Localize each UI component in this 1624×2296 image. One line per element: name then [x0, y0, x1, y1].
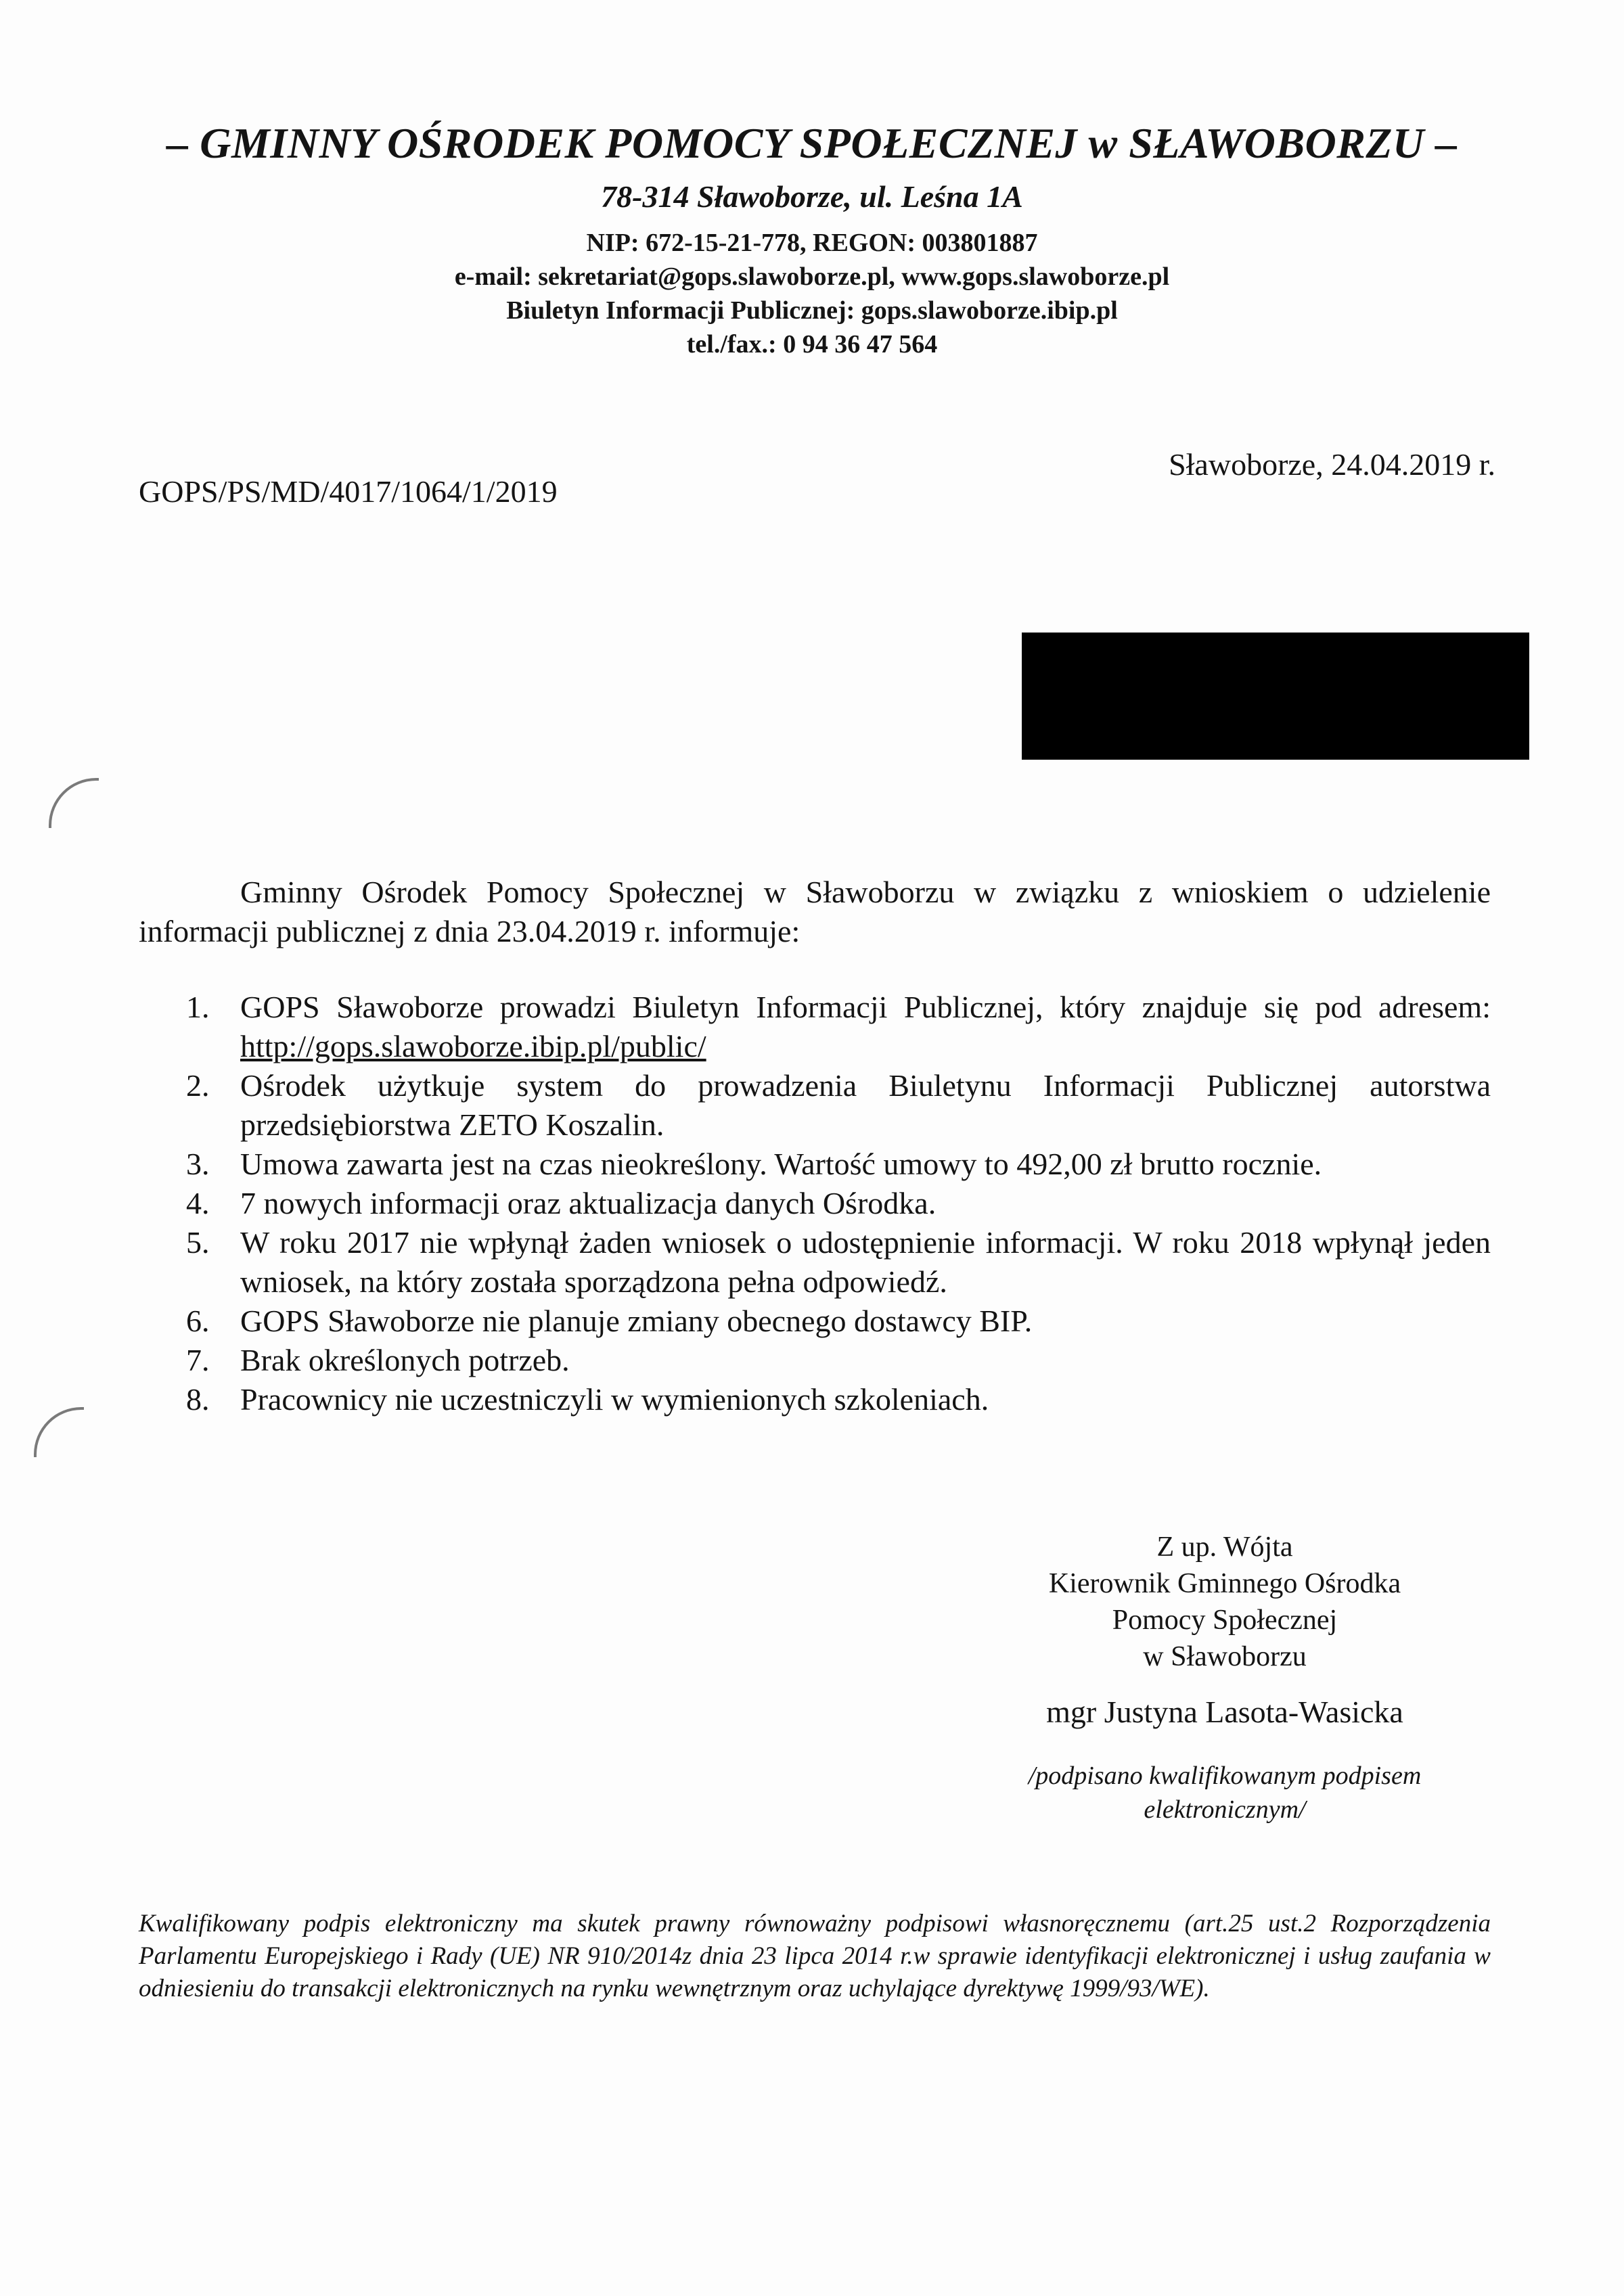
list-item-text: 7 nowych informacji oraz aktualizacja danych Ośrodka. — [240, 1186, 937, 1220]
list-item-number: 5. — [186, 1225, 210, 1260]
organization-address: 78-314 Sławoborze, ul. Leśna 1A — [601, 179, 1023, 214]
legal-footnote: Kwalifikowany podpis elektroniczny ma skutek prawny równoważny podpisowi własnoręcznemu (art.25 ust.2 Rozporządzenia Parlamentu Europejskiego i Rady (UE) NR 910/2014z dnia 23 lipca 2014 r.w sprawie identyfikacji elektronicznej i usług zaufania w odniesieniu do transakcji elektronicznych na rynku wewnętrznym oraz uchylające dyrektywę 1999/93/WE). — [139, 1910, 1491, 2002]
bip-address: Biuletyn Informacji Publicznej: gops.slawoborze.ibip.pl — [506, 296, 1118, 325]
list-item — [139, 1066, 1491, 1145]
list-item — [139, 1380, 1491, 1419]
list-item — [139, 988, 1491, 1066]
list-item-number: 2. — [186, 1068, 210, 1103]
list-item-number: 4. — [186, 1186, 210, 1220]
list-item — [139, 1223, 1491, 1302]
email-www: e-mail: sekretariat@gops.slawoborze.pl, www.gops.slawoborze.pl — [454, 262, 1170, 291]
list-item-text: Ośrodek użytkuje system do prowadzenia Biuletynu Informacji Publicznej autorstwa przedsiębiorstwa ZETO Koszalin. — [240, 1068, 1491, 1142]
signature-line: w Sławoborzu — [1143, 1641, 1307, 1672]
letterhead — [0, 115, 1624, 361]
list-item — [139, 1302, 1491, 1341]
list-item-number: 3. — [186, 1147, 210, 1181]
signature-line: Pomocy Społecznej — [1112, 1605, 1338, 1636]
signature-block — [947, 1529, 1502, 1730]
redacted-recipient-block — [1022, 633, 1529, 760]
list-item — [139, 1341, 1491, 1380]
list-item-number: 1. — [186, 990, 210, 1024]
list-item-number: 7. — [186, 1343, 210, 1377]
signature-line: Kierownik Gminnego Ośrodka — [1048, 1568, 1401, 1599]
list-item-number: 8. — [186, 1382, 210, 1417]
reference-number: GOPS/PS/MD/4017/1064/1/2019 — [139, 474, 558, 509]
list-item-text: W roku 2017 nie wpłynął żaden wniosek o udostępnienie informacji. W roku 2018 wpłynął jeden wniosek, na który została sporządzona pełna odpowiedź. — [240, 1225, 1491, 1299]
bip-link[interactable]: http://gops.slawoborze.ibip.pl/public/ — [240, 1029, 706, 1063]
list-item-text: GOPS Sławoborze nie planuje zmiany obecnego dostawcy BIP. — [240, 1304, 1033, 1338]
list-item-number: 6. — [186, 1304, 210, 1338]
signatory-name: mgr Justyna Lasota-Wasicka — [1046, 1695, 1403, 1729]
list-item — [139, 1145, 1491, 1184]
place-date: Sławoborze, 24.04.2019 r. — [1169, 447, 1495, 482]
organization-name: – GMINNY OŚRODEK POMOCY SPOŁECZNEJ w SŁAWOBORZU – — [166, 119, 1458, 167]
hole-punch-mark — [49, 778, 99, 828]
intro-paragraph: Gminny Ośrodek Pomocy Społecznej w Sławoborzu w związku z wnioskiem o udzielenie informacji publicznej z dnia 23.04.2019 r. informuje: — [139, 875, 1491, 948]
list-item-text: Brak określonych potrzeb. — [240, 1343, 570, 1377]
list-item-text: GOPS Sławoborze prowadzi Biuletyn Informacji Publicznej, który znajduje się pod adresem: — [240, 990, 1491, 1024]
tel-fax: tel./fax.: 0 94 36 47 564 — [686, 330, 938, 359]
nip-regon: NIP: 672-15-21-778, REGON: 003801887 — [586, 229, 1038, 257]
signature-line: Z up. Wójta — [1156, 1532, 1293, 1563]
electronic-signature-note: /podpisano kwalifikowanym podpisem elektronicznym/ — [1028, 1762, 1422, 1824]
hole-punch-mark — [34, 1407, 84, 1457]
list-item-text: Umowa zawarta jest na czas nieokreślony. Wartość umowy to 492,00 zł brutto rocznie. — [240, 1147, 1322, 1181]
list-item-text: Pracownicy nie uczestniczyli w wymienionych szkoleniach. — [240, 1382, 989, 1417]
response-list — [139, 988, 1491, 1419]
list-item — [139, 1184, 1491, 1223]
